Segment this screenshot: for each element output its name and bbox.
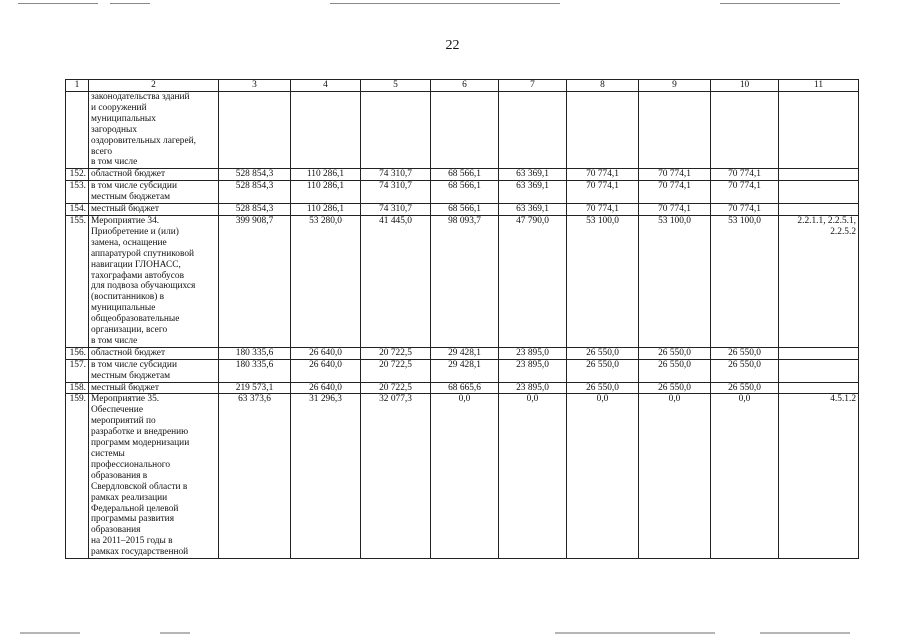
value-cell: 528 854,3 bbox=[219, 204, 291, 216]
table-row bbox=[66, 181, 859, 204]
target-indicator-cell bbox=[779, 347, 859, 359]
column-header: 7 bbox=[499, 80, 567, 92]
scan-edge-line bbox=[330, 3, 560, 4]
value-cell: 180 335,6 bbox=[219, 347, 291, 359]
value-cell: 110 286,1 bbox=[291, 169, 361, 181]
row-number: 154. bbox=[66, 204, 89, 216]
value-cell: 26 550,0 bbox=[639, 347, 711, 359]
value-cell: 53 100,0 bbox=[711, 215, 779, 347]
row-number: 158. bbox=[66, 382, 89, 394]
table-row bbox=[66, 347, 859, 359]
value-cell: 29 428,1 bbox=[431, 347, 499, 359]
value-cell: 399 908,7 bbox=[219, 215, 291, 347]
value-cell: 63 369,1 bbox=[499, 204, 567, 216]
value-cell: 0,0 bbox=[639, 394, 711, 559]
row-number: 153. bbox=[66, 181, 89, 204]
table-row bbox=[66, 382, 859, 394]
table-body bbox=[66, 80, 859, 559]
column-header: 9 bbox=[639, 80, 711, 92]
table-row bbox=[66, 359, 859, 382]
scan-bottom-edge bbox=[0, 632, 905, 640]
page-number: 22 bbox=[445, 38, 460, 53]
value-cell bbox=[291, 92, 361, 169]
value-cell: 20 722,5 bbox=[361, 347, 431, 359]
row-number: 156. bbox=[66, 347, 89, 359]
target-indicator-cell bbox=[779, 92, 859, 169]
value-cell: 219 573,1 bbox=[219, 382, 291, 394]
value-cell: 74 310,7 bbox=[361, 204, 431, 216]
value-cell: 26 550,0 bbox=[567, 359, 639, 382]
column-header: 10 bbox=[711, 80, 779, 92]
value-cell: 20 722,5 bbox=[361, 359, 431, 382]
target-indicator-cell: 2.2.1.1, 2.2.5.1, 2.2.5.2 bbox=[779, 215, 859, 347]
column-header: 3 bbox=[219, 80, 291, 92]
value-cell: 26 640,0 bbox=[291, 382, 361, 394]
value-cell: 26 550,0 bbox=[711, 359, 779, 382]
value-cell bbox=[711, 92, 779, 169]
column-header: 5 bbox=[361, 80, 431, 92]
value-cell: 180 335,6 bbox=[219, 359, 291, 382]
table-row bbox=[66, 204, 859, 216]
value-cell: 29 428,1 bbox=[431, 359, 499, 382]
table-row bbox=[66, 394, 859, 559]
target-indicator-cell: 4.5.1.2 bbox=[779, 394, 859, 559]
row-number: 159. bbox=[66, 394, 89, 559]
value-cell: 110 286,1 bbox=[291, 204, 361, 216]
value-cell: 23 895,0 bbox=[499, 347, 567, 359]
value-cell: 70 774,1 bbox=[711, 181, 779, 204]
row-name: Мероприятие 35. Обеспечение мероприятий по разработке и внедрению программ модернизации системы профессионального образования в Свердловской области в рамках реализации Федеральной целевой программы развития образования на 2011–2015 годы в рамках государственной bbox=[89, 394, 219, 559]
value-cell: 70 774,1 bbox=[711, 169, 779, 181]
value-cell: 70 774,1 bbox=[639, 204, 711, 216]
value-cell: 110 286,1 bbox=[291, 181, 361, 204]
row-name: в том числе субсидии местным бюджетам bbox=[89, 181, 219, 204]
value-cell bbox=[639, 92, 711, 169]
value-cell: 70 774,1 bbox=[639, 181, 711, 204]
row-name: законодательства зданий и сооружений муниципальных загородных оздоровительных лагерей, всего в том числе bbox=[89, 92, 219, 169]
value-cell: 70 774,1 bbox=[711, 204, 779, 216]
value-cell: 53 280,0 bbox=[291, 215, 361, 347]
table-row bbox=[66, 92, 859, 169]
value-cell: 26 550,0 bbox=[711, 382, 779, 394]
budget-table bbox=[65, 79, 859, 559]
value-cell: 47 790,0 bbox=[499, 215, 567, 347]
value-cell bbox=[499, 92, 567, 169]
row-name: в том числе субсидии местным бюджетам bbox=[89, 359, 219, 382]
row-name: областной бюджет bbox=[89, 169, 219, 181]
value-cell: 70 774,1 bbox=[567, 181, 639, 204]
scan-edge-line bbox=[720, 3, 840, 4]
column-header: 1 bbox=[66, 80, 89, 92]
target-indicator-cell bbox=[779, 169, 859, 181]
value-cell: 68 665,6 bbox=[431, 382, 499, 394]
value-cell: 63 369,1 bbox=[499, 181, 567, 204]
row-number bbox=[66, 92, 89, 169]
value-cell: 26 550,0 bbox=[567, 382, 639, 394]
value-cell: 528 854,3 bbox=[219, 181, 291, 204]
row-number: 152. bbox=[66, 169, 89, 181]
value-cell: 23 895,0 bbox=[499, 359, 567, 382]
value-cell bbox=[431, 92, 499, 169]
table-row bbox=[66, 215, 859, 347]
value-cell: 41 445,0 bbox=[361, 215, 431, 347]
value-cell bbox=[361, 92, 431, 169]
value-cell: 0,0 bbox=[567, 394, 639, 559]
value-cell: 74 310,7 bbox=[361, 169, 431, 181]
value-cell: 68 566,1 bbox=[431, 169, 499, 181]
value-cell: 26 640,0 bbox=[291, 359, 361, 382]
row-name: областной бюджет bbox=[89, 347, 219, 359]
row-number: 157. bbox=[66, 359, 89, 382]
scan-edge-line bbox=[110, 3, 150, 4]
value-cell: 74 310,7 bbox=[361, 181, 431, 204]
value-cell: 528 854,3 bbox=[219, 169, 291, 181]
column-header: 8 bbox=[567, 80, 639, 92]
value-cell: 53 100,0 bbox=[567, 215, 639, 347]
row-name: местный бюджет bbox=[89, 204, 219, 216]
value-cell bbox=[567, 92, 639, 169]
header-row bbox=[66, 80, 859, 92]
table-row bbox=[66, 169, 859, 181]
column-header: 6 bbox=[431, 80, 499, 92]
value-cell: 98 093,7 bbox=[431, 215, 499, 347]
value-cell: 70 774,1 bbox=[639, 169, 711, 181]
target-indicator-cell bbox=[779, 359, 859, 382]
scan-edge-line bbox=[18, 3, 98, 4]
value-cell: 26 550,0 bbox=[711, 347, 779, 359]
value-cell: 26 640,0 bbox=[291, 347, 361, 359]
value-cell: 0,0 bbox=[711, 394, 779, 559]
value-cell: 32 077,3 bbox=[361, 394, 431, 559]
value-cell bbox=[219, 92, 291, 169]
value-cell: 63 373,6 bbox=[219, 394, 291, 559]
target-indicator-cell bbox=[779, 181, 859, 204]
value-cell: 26 550,0 bbox=[639, 382, 711, 394]
column-header: 11 bbox=[779, 80, 859, 92]
value-cell: 63 369,1 bbox=[499, 169, 567, 181]
value-cell: 70 774,1 bbox=[567, 169, 639, 181]
row-name: местный бюджет bbox=[89, 382, 219, 394]
target-indicator-cell bbox=[779, 382, 859, 394]
value-cell: 70 774,1 bbox=[567, 204, 639, 216]
value-cell: 31 296,3 bbox=[291, 394, 361, 559]
value-cell: 20 722,5 bbox=[361, 382, 431, 394]
target-indicator-cell bbox=[779, 204, 859, 216]
column-header: 4 bbox=[291, 80, 361, 92]
row-name: Мероприятие 34. Приобретение и (или) замена, оснащение аппаратурой спутниковой навигации ГЛОНАСС, тахографами автобусов для подвоза обучающихся (воспитанников) в муниципальные общеобразовательные организации, всего в том числе bbox=[89, 215, 219, 347]
column-header: 2 bbox=[89, 80, 219, 92]
value-cell: 68 566,1 bbox=[431, 204, 499, 216]
value-cell: 23 895,0 bbox=[499, 382, 567, 394]
value-cell: 26 550,0 bbox=[567, 347, 639, 359]
value-cell: 26 550,0 bbox=[639, 359, 711, 382]
value-cell: 0,0 bbox=[499, 394, 567, 559]
value-cell: 53 100,0 bbox=[639, 215, 711, 347]
value-cell: 68 566,1 bbox=[431, 181, 499, 204]
row-number: 155. bbox=[66, 215, 89, 347]
value-cell: 0,0 bbox=[431, 394, 499, 559]
